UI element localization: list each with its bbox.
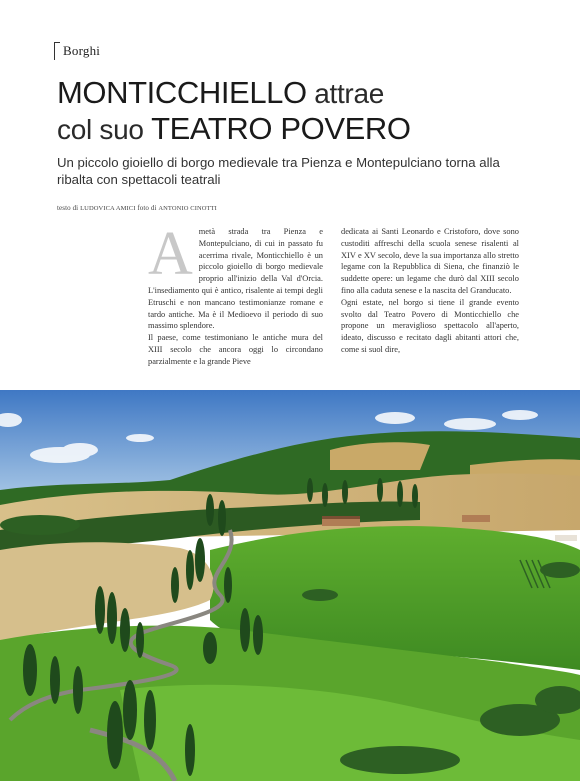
section-bracket: [54, 42, 60, 60]
landscape-photo: [0, 390, 580, 781]
credits-author: LUDOVICA AMICI: [80, 205, 136, 212]
section-label: Borghi: [63, 43, 101, 58]
section-tag: [54, 41, 100, 61]
article-column-2: [341, 226, 519, 386]
credits-text-prefix: testo di: [57, 204, 81, 212]
headline-col-suo: col suo: [57, 114, 152, 145]
article-paragraph-4: Ogni estate, nel borgo si tiene il grande evento svolto dal Teatro Povero di Monticchiello che propone un meraviglioso spettacolo all'aperto, ideato, discusso e recitato dagli abitanti attori che, come si suol dire,: [341, 297, 519, 354]
headline-monticchiello: MONTICCHIELLO: [57, 75, 307, 110]
subtitle: Un piccolo gioiello di borgo medievale tra Pienza e Montepulciano torna alla ribalta con spettacoli teatrali: [57, 155, 500, 187]
credits-photo-prefix: foto di: [135, 204, 159, 212]
credits: [57, 204, 217, 212]
headline-line-1: [57, 75, 557, 111]
article-paragraph-2: Il paese, come testimoniano le antiche mura del XIII secolo che ancora oggi lo circondano parzialmente e la grande Pieve: [148, 333, 323, 366]
article-column-1: [148, 226, 323, 386]
headline-attrae: attrae: [306, 78, 384, 109]
headline-teatro-povero: TEATRO POVERO: [151, 111, 411, 146]
credits-photographer: ANTONIO CINOTTI: [158, 205, 217, 212]
article-paragraph-3: dedicata ai Santi Leonardo e Cristoforo, dove sono custoditi affreschi della scuola senese risalenti al XIV e XV secolo, deve la sua importanza allo stretto legame con la Repubblica di Siena, che finanziò le suddette opere: un legame che durò dal XIII secolo fino alla caduta senese e la nascita del Granducato.: [341, 227, 519, 295]
headline: [57, 75, 557, 147]
dropcap: A: [148, 226, 193, 288]
headline-line-2: [57, 111, 557, 147]
article-paragraph-1: metà strada tra Pienza e Montepulciano, di cui in passato fu acerrima rivale, Monticchiello è un piccolo gioiello di borgo medievale proprio all'inizio della Val d'Orcia. L'insediamento qui è antico, risalente ai tempi degli Etruschi e non mancano testimonianze romane e tardo antiche. Ma è il Medioevo il periodo di suo massimo splendore.: [148, 227, 323, 331]
